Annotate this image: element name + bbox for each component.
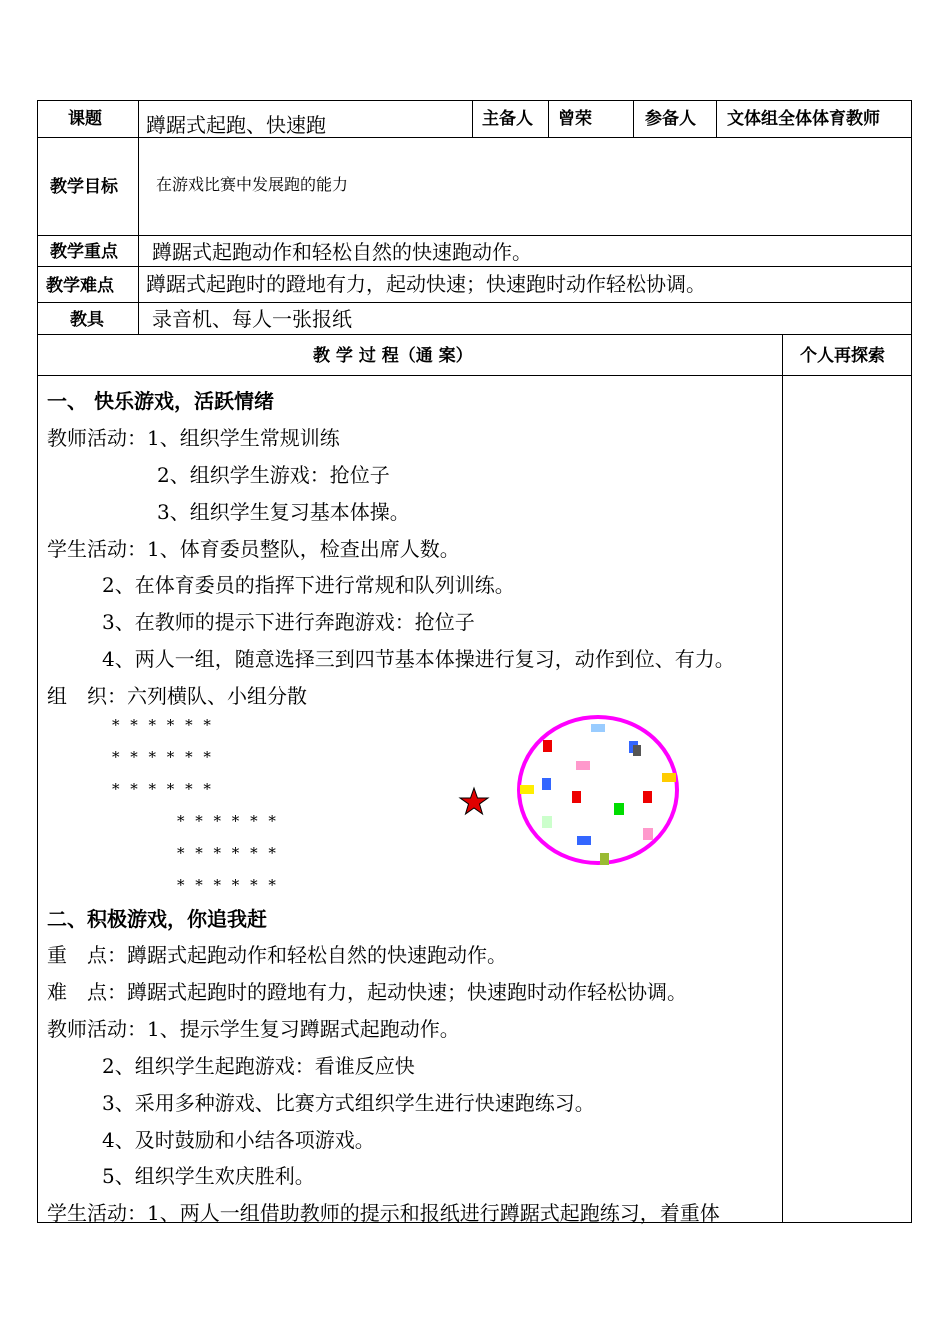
teacher-activity-3: 3、组织学生复习基本体操。	[157, 500, 410, 524]
formation-row: * * * * * *	[112, 716, 211, 734]
formation-row: * * * * * *	[177, 812, 276, 830]
goal-label: 教学目标	[50, 177, 118, 197]
player-marker	[576, 761, 590, 770]
difficulty-value: 蹲踞式起跑时的蹬地有力，起动快速；快速跑时动作轻松协调。	[146, 272, 706, 296]
table-border-top	[37, 100, 911, 101]
player-marker	[542, 778, 551, 790]
preparer-value: 曾荣	[558, 109, 592, 129]
key-label: 教学重点	[50, 242, 118, 262]
formation-row: * * * * * *	[112, 780, 211, 798]
section2-teacher-3: 3、采用多种游戏、比赛方式组织学生进行快速跑练习。	[102, 1091, 595, 1115]
coprep-label: 参备人	[645, 109, 696, 129]
teacher-activity-2: 2、组织学生游戏：抢位子	[157, 463, 390, 487]
teacher-activity-1: 教师活动：1、组织学生常规训练	[47, 426, 340, 450]
formation-row: * * * * * *	[112, 748, 211, 766]
student-activity-1: 学生活动：1、体育委员整队，检查出席人数。	[47, 537, 460, 561]
header-divider	[716, 100, 717, 138]
player-marker	[643, 791, 652, 803]
player-marker	[542, 816, 552, 828]
topic-label: 课题	[68, 109, 102, 129]
player-marker	[520, 785, 534, 794]
section2-heading: 二、积极游戏，你追我赶	[47, 907, 267, 931]
process-title: 教 学 过 程（通 案）	[313, 346, 473, 366]
student-activity-4: 4、两人一组，随意选择三到四节基本体操进行复习，动作到位、有力。	[102, 647, 735, 671]
preparer-label: 主备人	[482, 109, 533, 129]
game-diagram	[455, 710, 695, 870]
player-marker	[577, 836, 591, 845]
player-marker	[572, 791, 581, 803]
section1-heading: 一、 快乐游戏，活跃情绪	[47, 389, 274, 413]
explore-label: 个人再探索	[800, 346, 885, 366]
coprep-value: 文体组全体体育教师	[727, 109, 880, 129]
tools-label: 教具	[70, 310, 104, 330]
section2-key: 重 点：蹲踞式起跑动作和轻松自然的快速跑动作。	[47, 943, 507, 967]
row-divider	[37, 334, 911, 335]
header-divider	[548, 100, 549, 138]
header-divider	[472, 100, 473, 138]
difficulty-label: 教学难点	[46, 276, 114, 296]
header-divider	[633, 100, 634, 138]
table-border-right	[911, 100, 912, 1223]
player-marker	[633, 745, 641, 756]
explore-column-divider	[782, 334, 783, 1223]
tools-value: 录音机、每人一张报纸	[152, 307, 352, 331]
player-marker	[600, 853, 609, 865]
section2-teacher-1: 教师活动：1、提示学生复习蹲踞式起跑动作。	[47, 1017, 460, 1041]
section2-teacher-2: 2、组织学生起跑游戏：看谁反应快	[102, 1054, 415, 1078]
student-activity-3: 3、在教师的提示下进行奔跑游戏：抢位子	[102, 610, 475, 634]
section2-teacher-4: 4、及时鼓励和小结各项游戏。	[102, 1128, 375, 1152]
student-activity-2: 2、在体育委员的指挥下进行常规和队列训练。	[102, 573, 515, 597]
organization-line: 组 织：六列横队、小组分散	[47, 684, 307, 708]
player-marker	[643, 828, 653, 840]
player-marker	[591, 724, 605, 732]
label-column-divider	[138, 100, 139, 335]
section2-teacher-5: 5、组织学生欢庆胜利。	[102, 1164, 315, 1188]
section2-difficulty: 难 点：蹲踞式起跑时的蹬地有力，起动快速；快速跑时动作轻松协调。	[47, 980, 687, 1004]
player-marker	[614, 803, 624, 815]
topic-value: 蹲踞式起跑、快速跑	[146, 113, 326, 137]
player-marker	[662, 773, 676, 782]
table-border-left	[37, 100, 38, 1223]
row-divider	[37, 375, 911, 376]
formation-row: * * * * * *	[177, 844, 276, 862]
section2-student-1: 学生活动：1、两人一组借助教师的提示和报纸进行蹲踞式起跑练习，着重体	[47, 1201, 720, 1225]
player-marker	[543, 740, 552, 752]
key-value: 蹲踞式起跑动作和轻松自然的快速跑动作。	[152, 240, 532, 264]
goal-value: 在游戏比赛中发展跑的能力	[156, 175, 349, 194]
row-divider	[37, 266, 911, 267]
formation-row: * * * * * *	[177, 876, 276, 894]
star-icon	[460, 788, 488, 814]
